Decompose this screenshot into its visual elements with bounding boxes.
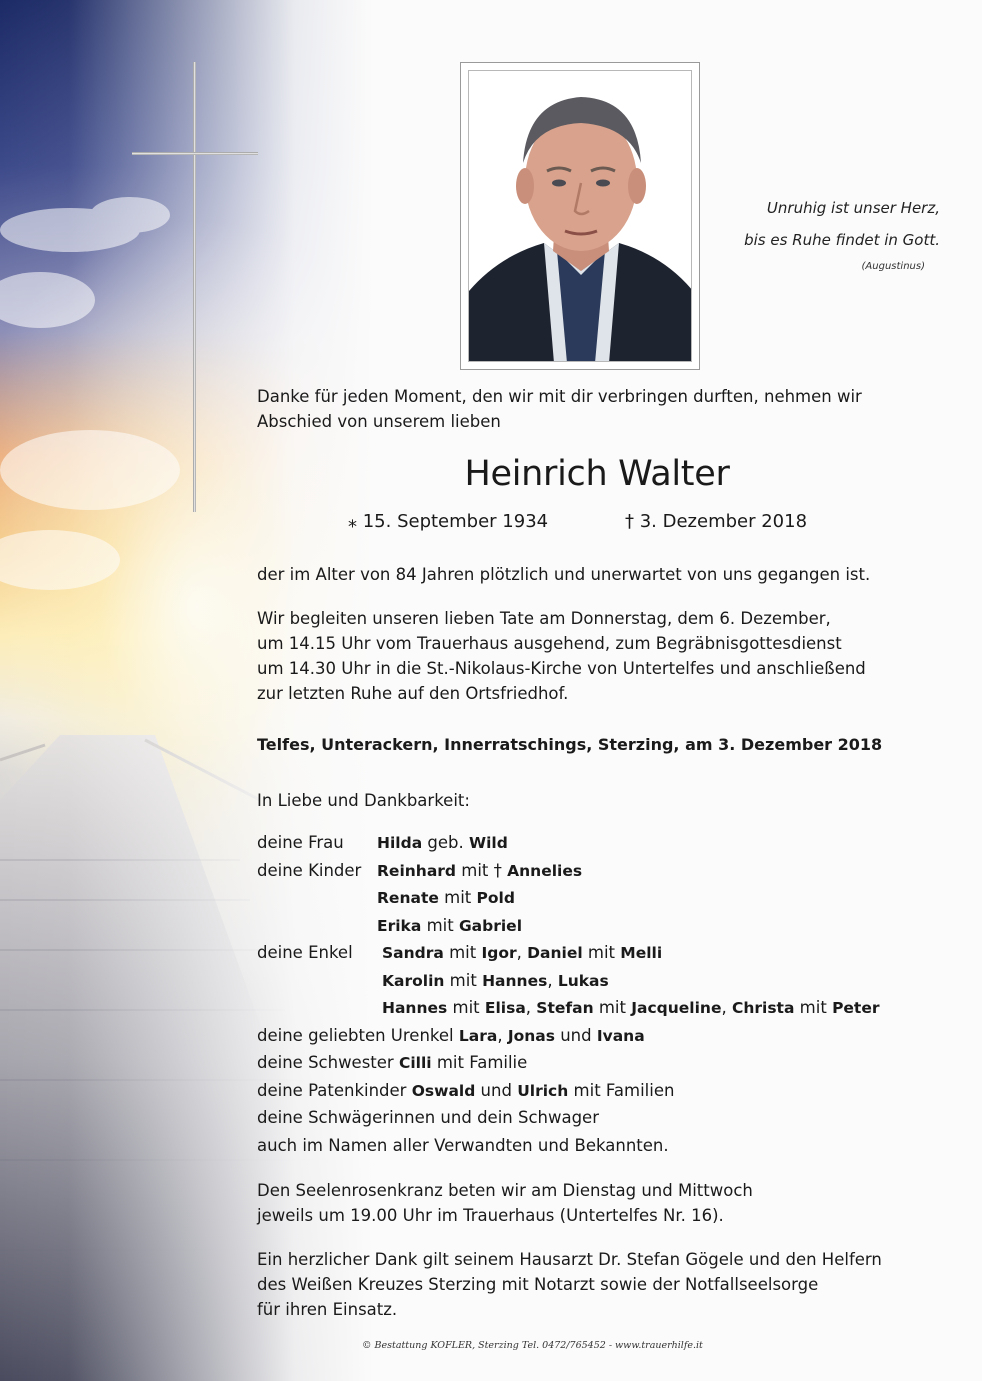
funeral-line-3: um 14.30 Uhr in die St.-Nikolaus-Kirche von Untertelfes und anschließend xyxy=(257,659,866,678)
mourner-row xyxy=(257,884,880,912)
quote-author: (Augustinus) xyxy=(861,261,925,272)
cross-vertical-beam xyxy=(193,62,196,512)
funeral-line-1: Wir begleiten unseren lieben Tate am Donnerstag, dem 6. Dezember, xyxy=(257,609,831,628)
mourner-connector: mit xyxy=(444,970,483,990)
mourner-connector: deine Schwester xyxy=(257,1053,399,1072)
mourner-row xyxy=(257,1049,880,1077)
quote-line-2: bis es Ruhe findet in Gott. xyxy=(744,231,940,249)
mourner-name: Stefan xyxy=(536,999,594,1017)
funeral-details xyxy=(257,606,866,706)
intro-line-2: Abschied von unserem lieben xyxy=(257,412,501,431)
mourner-name: Peter xyxy=(832,999,880,1017)
mourner-name: Hannes xyxy=(482,971,548,990)
portrait-photo xyxy=(468,70,692,362)
mourner-name: Jonas xyxy=(507,1026,555,1045)
mourner-name: Wild xyxy=(469,834,508,852)
mourner-connector: mit xyxy=(582,943,621,962)
mourner-name: Reinhard xyxy=(377,861,457,880)
death-date: † 3. Dezember 2018 xyxy=(625,511,808,532)
mourner-connector: mit Familien xyxy=(568,1080,675,1100)
mourner-name: Hannes xyxy=(382,999,448,1017)
mourner-row xyxy=(257,829,880,857)
mourner-name: Ivana xyxy=(596,1026,645,1045)
mourner-row xyxy=(257,1077,880,1105)
funeral-home-imprint: © Bestattung KOFLER, Sterzing Tel. 0472/765452 - www.trauerhilfe.it xyxy=(362,1340,703,1351)
mourner-relation-label: deine Kinder xyxy=(257,860,362,880)
mourner-row xyxy=(257,994,880,1022)
rosary-line-1: Den Seelenrosenkranz beten wir am Dienstag und Mittwoch xyxy=(257,1181,753,1200)
mourner-connector: mit xyxy=(421,915,459,935)
mourner-name: Ulrich xyxy=(517,1081,569,1100)
cross-horizontal-beam xyxy=(132,152,258,155)
mourner-row xyxy=(257,1104,880,1132)
mourner-row xyxy=(257,939,880,967)
mourner-name: Annelies xyxy=(507,861,583,880)
mourner-name: Oswald xyxy=(411,1081,476,1100)
thanks-line-1: Ein herzlicher Dank gilt seinem Hausarzt Dr. Stefan Gögele und den Helfern xyxy=(257,1250,882,1269)
place-and-date: Telfes, Unterackern, Innerratschings, Sterzing, am 3. Dezember 2018 xyxy=(257,735,883,754)
rosary-line-2: jeweils um 19.00 Uhr im Trauerhaus (Untertelfes Nr. 16). xyxy=(257,1206,724,1225)
mourner-connector: mit xyxy=(438,888,477,907)
mourner-connector: auch im Namen aller Verwandten und Bekannten. xyxy=(257,1135,669,1155)
mourner-name: Christa xyxy=(731,999,795,1017)
mourner-connector: mit † xyxy=(456,860,508,880)
funeral-line-4: zur letzten Ruhe auf den Ortsfriedhof. xyxy=(257,684,569,703)
mourner-row xyxy=(257,1132,880,1160)
mourner-connector: mit Familie xyxy=(431,1053,528,1072)
mourner-connector: deine Patenkinder xyxy=(257,1080,412,1100)
deceased-name: Heinrich Walter xyxy=(464,454,730,494)
mourner-name: Melli xyxy=(620,944,663,962)
mourner-name: Elisa xyxy=(484,999,526,1017)
portrait-illustration xyxy=(469,71,692,362)
mourner-row xyxy=(257,912,880,940)
mourner-connector: , xyxy=(547,970,558,990)
thanks-line-2: des Weißen Kreuzes Sterzing mit Notarzt sowie der Notfallseelsorge xyxy=(257,1275,819,1294)
mourner-connector: mit xyxy=(794,998,833,1017)
mourner-name: Gabriel xyxy=(458,916,523,935)
mourner-name: Igor xyxy=(481,944,517,962)
birth-date: ⁎ 15. September 1934 xyxy=(348,511,549,532)
mourner-connector: , xyxy=(516,943,528,962)
quote-line-1: Unruhig ist unser Herz, xyxy=(766,199,940,217)
thanks-line-3: für ihren Einsatz. xyxy=(257,1300,398,1319)
age-statement: der im Alter von 84 Jahren plötzlich und unerwartet von uns gegangen ist. xyxy=(257,565,871,584)
mourner-name: Cilli xyxy=(398,1054,432,1072)
intro-text xyxy=(257,384,862,434)
mourner-connector: und xyxy=(475,1080,518,1100)
mourner-connector: mit xyxy=(593,998,632,1017)
mourner-row xyxy=(257,967,880,995)
mourner-name: Lara xyxy=(458,1026,498,1045)
mourner-name: Renate xyxy=(377,889,439,907)
mourner-relation-label: deine Frau xyxy=(257,833,344,852)
intro-line-1: Danke für jeden Moment, den wir mit dir verbringen durften, nehmen wir xyxy=(257,387,862,406)
thanks-notice xyxy=(257,1247,882,1322)
funeral-line-2: um 14.15 Uhr vom Trauerhaus ausgehend, zum Begräbnisgottesdienst xyxy=(257,634,842,653)
greeting: In Liebe und Dankbarkeit: xyxy=(257,791,470,810)
rosary-notice xyxy=(257,1178,753,1228)
mourner-connector: deine geliebten Urenkel xyxy=(257,1025,459,1045)
mourners-list xyxy=(257,829,880,1159)
mourner-connector: und xyxy=(554,1025,597,1045)
mourner-name: Karolin xyxy=(382,971,445,990)
mourner-name: Sandra xyxy=(382,944,444,962)
mourner-connector: , xyxy=(525,998,537,1017)
mourner-row xyxy=(257,1022,880,1050)
mourner-connector: geb. xyxy=(422,833,469,852)
mourner-relation-label: deine Enkel xyxy=(257,943,353,962)
mourner-name: Hilda xyxy=(377,834,423,852)
mourner-name: Lukas xyxy=(557,971,609,990)
mourner-connector: , xyxy=(721,998,732,1017)
portrait-frame xyxy=(460,62,700,370)
mourner-name: Pold xyxy=(476,889,515,907)
mourner-connector: deine Schwägerinnen und dein Schwager xyxy=(257,1108,599,1127)
mourner-name: Jacqueline xyxy=(631,999,722,1017)
mourner-name: Erika xyxy=(377,916,422,935)
bible-quote xyxy=(700,192,940,256)
mourner-connector: , xyxy=(497,1025,508,1045)
mourner-name: Daniel xyxy=(527,944,583,962)
mourner-row xyxy=(257,857,880,885)
mourner-connector: mit xyxy=(447,998,485,1017)
mourner-connector: mit xyxy=(443,943,482,962)
